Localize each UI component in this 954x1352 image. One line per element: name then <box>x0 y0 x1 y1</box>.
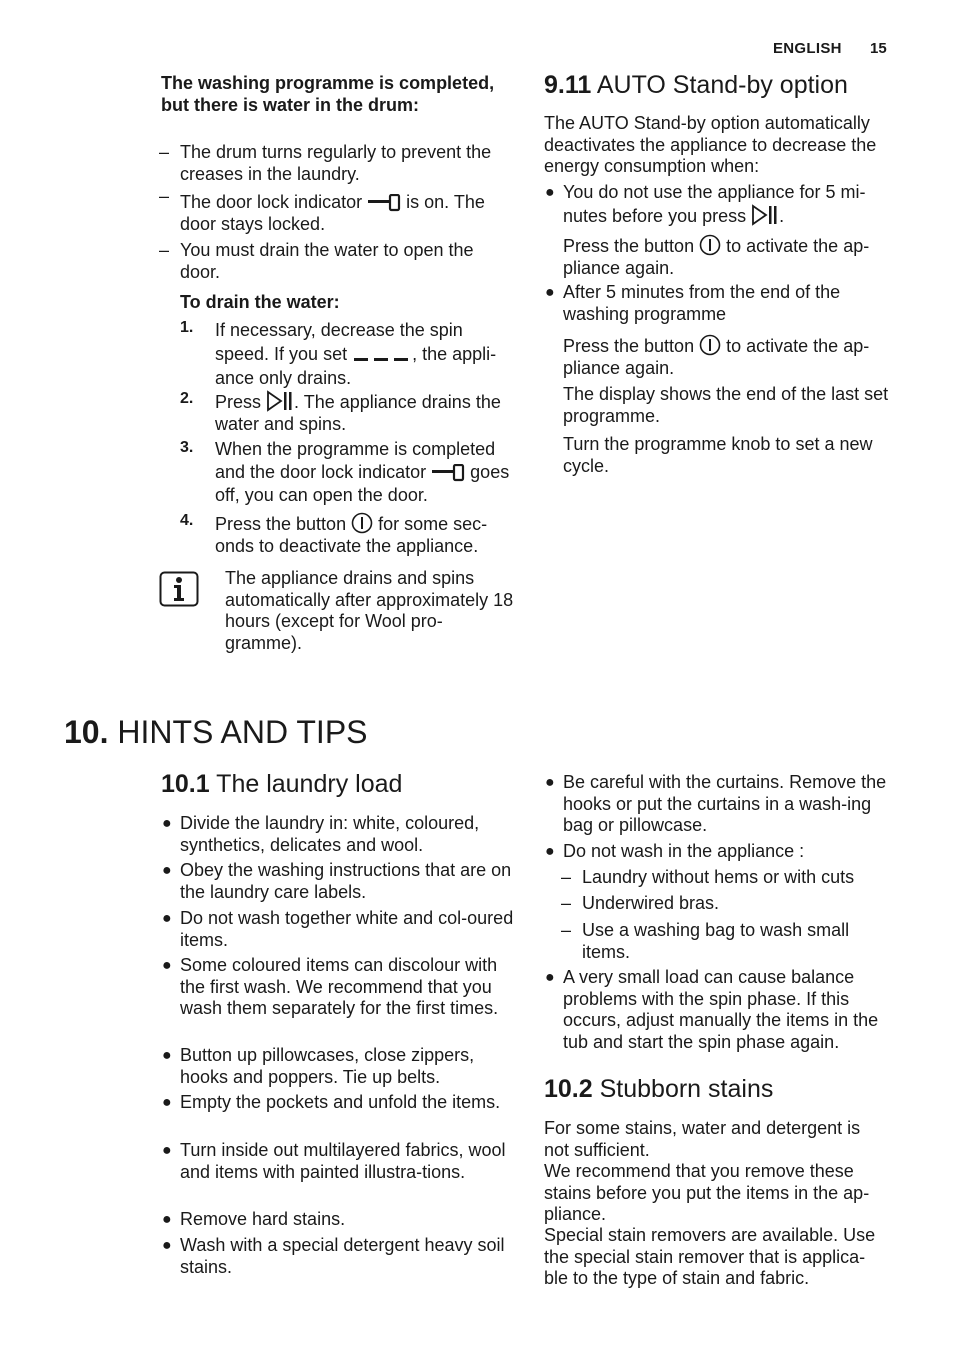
step-item: 1. If necessary, decrease the spin speed. If you set , the appli-ance only drains. <box>180 319 497 388</box>
list-item: – Laundry without hems or with cuts <box>561 867 855 887</box>
list-item: ● Button up pillowcases, close zippers, hooks and poppers. Tie up belts. <box>162 1045 475 1087</box>
list-item: – Underwired bras. <box>561 893 720 913</box>
list-item: ● After 5 minutes from the end of the washing programme <box>545 282 841 324</box>
list-item: ● Do not wash in the appliance : <box>545 841 805 861</box>
door-lock-icon <box>367 194 401 212</box>
start-pause-icon <box>751 204 779 226</box>
header-language: ENGLISH <box>773 40 842 57</box>
standby-intro: The AUTO Stand-by option automatically deactivates the appliance to decrease the energy consumption when: <box>544 113 877 176</box>
info-icon <box>159 571 199 612</box>
step-item: 2. Press . The appliance drains the water and spins. <box>180 390 501 434</box>
chapter-heading: 10. HINTS AND TIPS <box>64 714 368 750</box>
power-icon <box>351 512 373 534</box>
list-item: – Use a washing bag to wash small items. <box>561 920 850 962</box>
drain-section-heading: The washing programme is completed, but there is water in the drum: <box>161 73 495 115</box>
list-item: ● Some coloured items can discolour with the first wash. We recommend that you wash them separately for the first times. <box>162 955 499 1018</box>
list-item: ● A very small load can cause balance problems with the spin phase. If this occurs, adjust manually the items in the tub and start the spin phase again. <box>545 967 879 1052</box>
section-heading-10-1: 10.1 The laundry load <box>161 770 403 798</box>
list-item: ● You do not use the appliance for 5 mi-nutes before you press . <box>545 182 866 226</box>
power-icon <box>699 334 721 356</box>
list-item: – You must drain the water to open the door. <box>159 240 474 282</box>
start-pause-icon <box>266 390 294 412</box>
step-item: 3. When the programme is completed and the door lock indicator goes off, you can open the door. <box>180 439 510 505</box>
list-item: ● Remove hard stains. <box>162 1209 346 1229</box>
stains-paragraph: For some stains, water and detergent is not sufficient. <box>544 1118 861 1160</box>
page-number: 15 <box>870 40 887 57</box>
door-lock-icon <box>431 464 465 482</box>
list-item: ● Obey the washing instructions that are on the laundry care labels. <box>162 860 512 902</box>
list-item: ● Turn inside out multilayered fabrics, wool and items with painted illustra-tions. <box>162 1140 506 1182</box>
list-item: – The drum turns regularly to prevent the creases in the laundry. <box>159 142 492 184</box>
info-note: The appliance drains and spins automatically after approximately 18 hours (except for Wool pro-gramme). <box>225 568 514 653</box>
list-item: ● Wash with a special detergent heavy soil stains. <box>162 1235 505 1277</box>
section-heading-10-2: 10.2 Stubborn stains <box>544 1075 774 1103</box>
stains-paragraph: Special stain removers are available. Use the special stain remover that is applica-ble to the type of stain and fabric. <box>544 1225 876 1288</box>
section-heading-9-11: 9.11 AUTO Stand-by option <box>544 71 848 99</box>
step-item: 4. Press the button for some sec-onds to deactivate the appliance. <box>180 512 488 556</box>
stains-paragraph: We recommend that you remove these stains before you put the items in the ap-pliance. <box>544 1161 870 1224</box>
power-icon <box>699 234 721 256</box>
no-spin-icon <box>352 352 412 364</box>
list-item: ● Empty the pockets and unfold the items. <box>162 1092 501 1112</box>
standby-press-text: Press the button to activate the ap-pliance again. <box>563 236 870 278</box>
list-item: ● Do not wash together white and col-oured items. <box>162 908 514 950</box>
list-item: ● Be careful with the curtains. Remove the hooks or put the curtains in a wash-ing bag or pillowcase. <box>545 772 887 835</box>
standby-press-text: Press the button to activate the ap-pliance again. <box>563 336 870 378</box>
drain-steps-heading: To drain the water: <box>180 292 340 312</box>
standby-display-text: The display shows the end of the last set programme. <box>563 384 889 426</box>
standby-turn-text: Turn the programme knob to set a new cycle. <box>563 434 873 476</box>
list-item: ● Divide the laundry in: white, coloured, synthetics, delicates and wool. <box>162 813 480 855</box>
list-item: – The door lock indicator is on. The door stays locked. <box>159 186 485 234</box>
